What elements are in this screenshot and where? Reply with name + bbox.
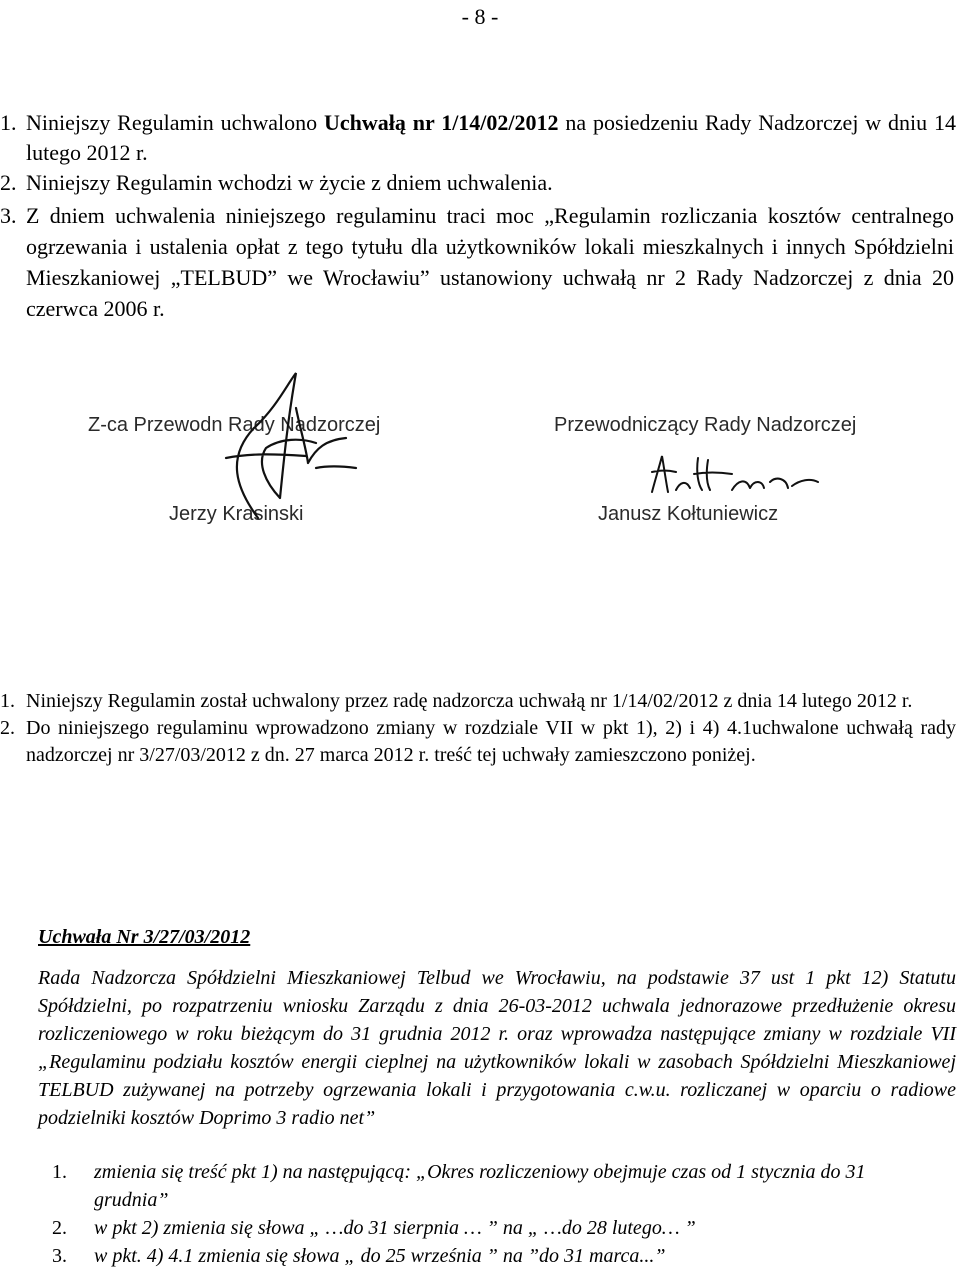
item-number: 3.	[0, 203, 17, 228]
item-text: Z dniem uchwalenia niniejszego regulaminu traci moc „Regulamin rozliczania kosztów centralnego ogrzewania i ustalenia opłat z tego tytułu dla użytkowników lokali mieszkalnych i innych Spółdzielni Mieszkaniowej „TELBUD” we Wrocławiu” ustanowiony uchwałą nr 2 Rady Nadzorczej z dnia 20 czerwca 2006 r.	[26, 203, 954, 321]
amendment-item	[52, 1158, 912, 1214]
handwritten-signature-left	[196, 368, 366, 528]
item-number: 2.	[0, 170, 17, 195]
item-text: Do niniejszego regulaminu wprowadzono zmiany w rozdziale VII w pkt 1), 2) i 4) 4.1uchwalone uchwałą rady nadzorczej nr 3/27/03/2012 z dn. 27 marca 2012 r. treść tej uchwały zamieszczono poniżej.	[26, 717, 956, 766]
item-text: Niniejszy Regulamin wchodzi w życie z dniem uchwalenia.	[26, 170, 553, 195]
amendment-item	[52, 1242, 912, 1270]
closing-provisions	[0, 108, 960, 198]
item-number: 1.	[52, 1161, 67, 1183]
provision-item	[0, 108, 956, 168]
resolution-body: Rada Nadzorcza Spółdzielni Mieszkaniowej Telbud we Wrocławiu, na podstawie 37 ust 1 pkt 12) Statutu Spółdzielni, po rozpatrzeniu wniosku Zarządu z dnia 26-03-2012 uchwala jednorazowe przedłużenie okresu rozliczeniowego w roku bieżącym do 31 grudnia 2012 r. oraz wprowadza następujące zmiany w rozdziale VII „Regulaminu podziału kosztów energii cieplnej na użytkowników lokali w zasobach Spółdzielni Mieszkaniowej TELBUD zużywanej na potrzeby ogrzewania lokali i przygotowania c.w.u. rozliczanej w oparciu o radiowe podzielniki kosztów Doprimo 3 radio net”	[38, 967, 956, 1129]
item-number: 1.	[0, 110, 17, 135]
item-number: 1.	[0, 690, 15, 712]
amendment-item	[52, 1214, 912, 1242]
amendment-list	[52, 1158, 912, 1270]
item-text: Niniejszy Regulamin został uchwalony przez radę nadzorcza uchwałą nr 1/14/02/2012 z dnia 14 lutego 2012 r.	[26, 690, 913, 712]
handwritten-signature-right	[646, 452, 821, 497]
note-item	[0, 715, 956, 769]
repeal-provision	[0, 200, 960, 324]
page-number: - 8 -	[461, 4, 499, 29]
item-number: 2.	[52, 1217, 67, 1239]
adoption-notes	[0, 688, 960, 769]
item-number: 2.	[0, 717, 15, 739]
item-text: w pkt 2) zmienia się słowa „ …do 31 sierpnia … ” na „ …do 28 lutego… ”	[94, 1217, 696, 1239]
signature-left-name: Jerzy Krasinski	[169, 503, 304, 525]
signature-left-title: Z-ca Przewodn Rady Nadzorczej	[88, 414, 381, 436]
resolution-reference: Uchwałą nr 1/14/02/2012	[323, 110, 559, 135]
item-text: zmienia się treść pkt 1) na następującą: „Okres rozliczeniowy obejmuje czas od 1 stycznia do 31 grudnia”	[94, 1161, 866, 1211]
signature-right-title: Przewodniczący Rady Nadzorczej	[554, 414, 857, 436]
item-number: 3.	[52, 1245, 67, 1267]
provision-item	[0, 200, 954, 324]
item-text: na posiedzeniu Rady Nadzorczej w dniu 14 lutego 2012 r.	[26, 110, 957, 165]
provision-item	[0, 168, 956, 198]
item-text: Niniejszy Regulamin uchwalono	[26, 110, 324, 135]
resolution-title: Uchwała Nr 3/27/03/2012	[38, 926, 251, 948]
signature-right-name: Janusz Kołtuniewicz	[598, 503, 779, 525]
note-item	[0, 688, 956, 715]
item-text: w pkt. 4) 4.1 zmienia się słowa „ do 25 września ” na ”do 31 marca...”	[94, 1245, 666, 1267]
